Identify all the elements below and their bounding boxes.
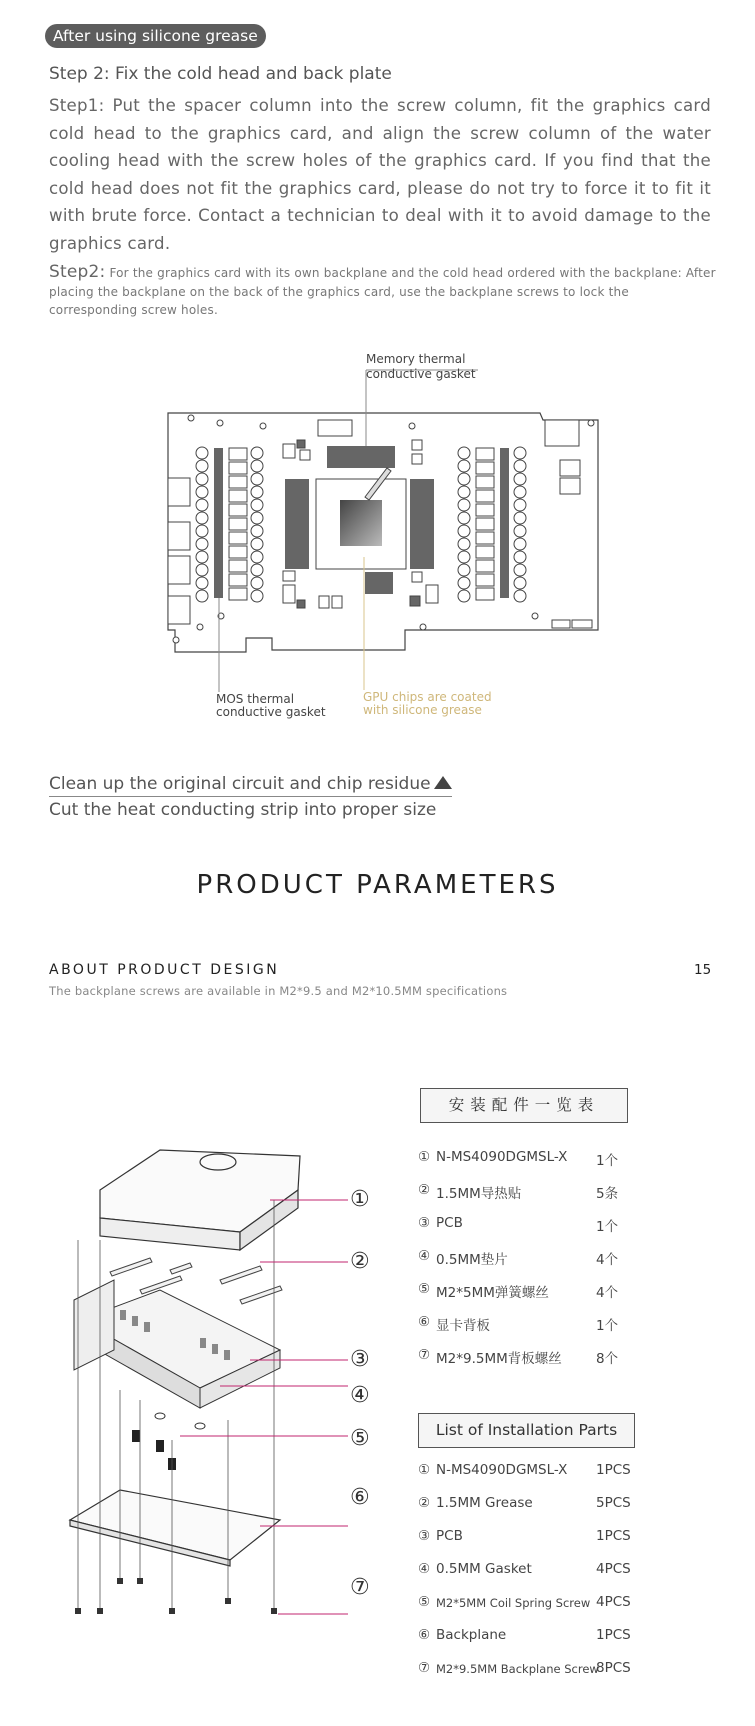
list-item: ⑤ M2*5MM Coil Spring Screw 4PCS <box>418 1594 631 1610</box>
backplane-screw-icon <box>75 1578 277 1614</box>
list-item: ④ 0.5MM垫片 4个 <box>418 1248 619 1268</box>
mos-label-line2: conductive gasket <box>216 705 326 719</box>
parts-list-cn <box>418 1149 718 1380</box>
step2-text: For the graphics card with its own backplane and the cold head ordered with the backplane: After placing the backplane on the back of the graphics card, use the backplane screws to lock the corresponding screw holes. <box>49 266 716 317</box>
about-title: ABOUT PRODUCT DESIGN <box>49 962 280 978</box>
list-item: ⑦ M2*9.5MM背板螺丝 8个 <box>418 1347 619 1367</box>
thermal-strips-icon <box>110 1258 282 1304</box>
list-item: ① N-MS4090DGMSL-X 1个 <box>418 1149 619 1169</box>
step2-paragraph <box>49 263 719 320</box>
parts-list-en <box>418 1462 718 1693</box>
right-mos-blocks <box>476 448 494 600</box>
clean-note <box>49 774 452 797</box>
backplate-icon <box>70 1490 280 1566</box>
list-item: ② 1.5MM导热贴 5条 <box>418 1182 619 1202</box>
step2-label: Step2: <box>49 262 106 282</box>
list-item: ④ 0.5MM Gasket 4PCS <box>418 1561 631 1577</box>
right-mos-gasket <box>500 448 509 598</box>
list-item: ⑥ Backplane 1PCS <box>418 1627 631 1643</box>
list-item: ⑦ M2*9.5MM Backplane Screw 8PCS <box>418 1660 631 1676</box>
callout-4: ④ <box>350 1383 370 1408</box>
list-item: ③ PCB 1个 <box>418 1215 619 1235</box>
clean-note-text: Clean up the original circuit and chip residue <box>49 774 431 794</box>
cut-note: Cut the heat conducting strip into proper size <box>49 800 437 820</box>
gpu-label-line1: GPU chips are coated <box>363 690 492 704</box>
callout-7: ⑦ <box>350 1575 370 1600</box>
list-item: ⑤ M2*5MM弹簧螺丝 4个 <box>418 1281 619 1301</box>
gpu-die <box>340 500 382 546</box>
list-item: ① N-MS4090DGMSL-X 1PCS <box>418 1462 631 1478</box>
exploded-view <box>60 1140 400 1620</box>
section-pill: After using silicone grease <box>45 24 266 48</box>
memory-label-line2: conductive gasket <box>366 367 476 381</box>
warning-triangle-icon <box>434 776 452 789</box>
left-mos-blocks <box>229 448 247 600</box>
page-number: 15 <box>694 962 712 978</box>
step2-title: Step 2: Fix the cold head and back plate <box>49 64 392 84</box>
callout-1: ① <box>350 1187 370 1212</box>
list-item: ⑥ 显卡背板 1个 <box>418 1314 619 1334</box>
list-item: ② 1.5MM Grease 5PCS <box>418 1495 631 1511</box>
left-mos-gasket <box>214 448 223 598</box>
about-subtitle: The backplane screws are available in M2*9.5 and M2*10.5MM specifications <box>49 984 508 998</box>
section-title: PRODUCT PARAMETERS <box>196 870 559 900</box>
gpu-label-line2: with silicone grease <box>363 703 482 717</box>
callout-2: ② <box>350 1249 370 1274</box>
pcb-diagram <box>0 330 755 730</box>
callout-6: ⑥ <box>350 1485 370 1510</box>
parts-title-cn: 安装配件一览表 <box>420 1088 628 1123</box>
step1-paragraph: Step1: Put the spacer column into the screw column, fit the graphics card cold head to the graphics card, and align the screw column of the water cooling head with the screw holes of the graphics card. If you find that the cold head does not fit the graphics card, please do not try to force it to fit it with brute force. Contact a technician to deal with it to avoid damage to the graphics card. <box>49 96 711 253</box>
mos-label-line1: MOS thermal <box>216 692 295 706</box>
callout-3: ③ <box>350 1347 370 1372</box>
memory-label-line1: Memory thermal <box>366 352 466 366</box>
callout-5: ⑤ <box>350 1426 370 1451</box>
spring-screw-icon <box>132 1430 176 1470</box>
list-item: ③ PCB 1PCS <box>418 1528 631 1544</box>
parts-title-en: List of Installation Parts <box>418 1413 635 1448</box>
